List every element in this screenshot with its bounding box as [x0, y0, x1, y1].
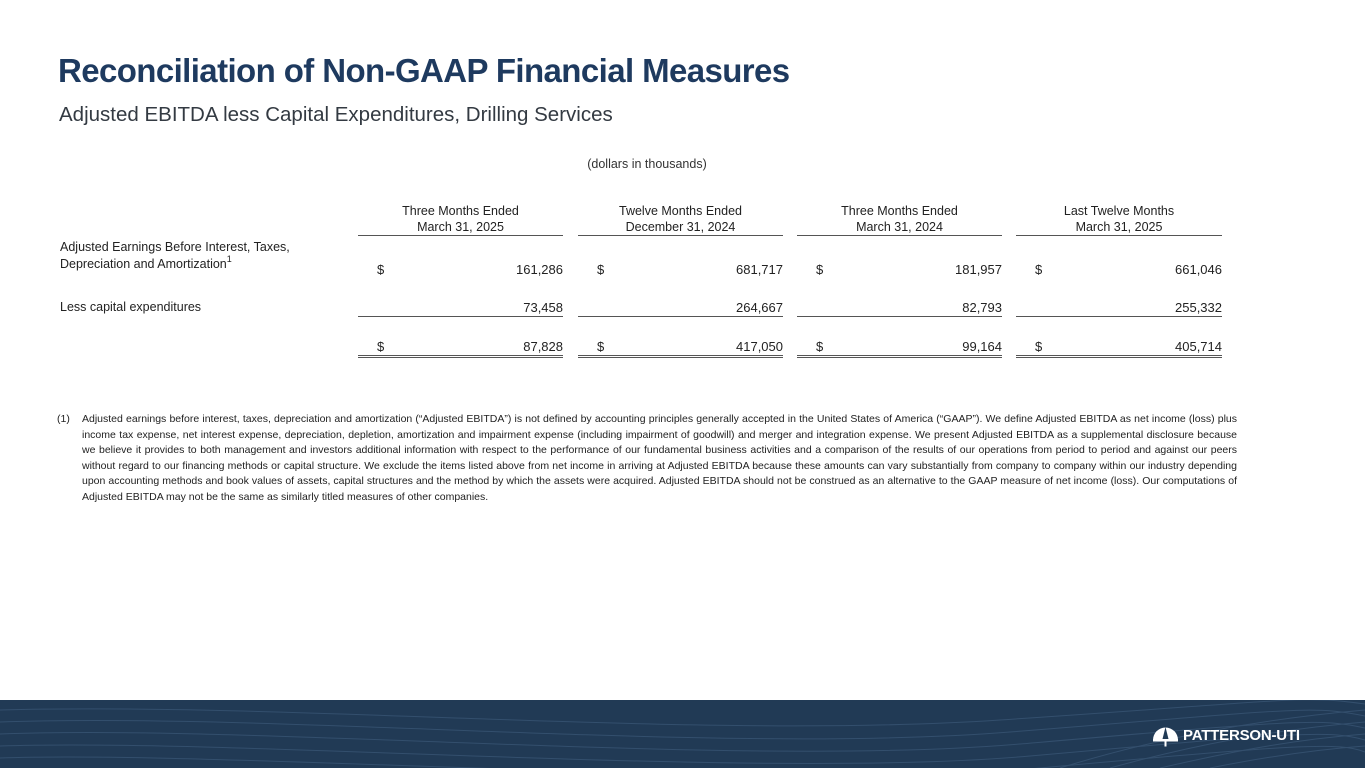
- table-cell: 255,332: [1016, 299, 1222, 317]
- table-cell: 73,458: [358, 299, 563, 317]
- table-cell: $ 681,717: [597, 262, 783, 277]
- table-cell: 264,667: [578, 299, 783, 317]
- page-title: Reconciliation of Non-GAAP Financial Measures: [58, 52, 790, 89]
- table-cell-total: $ 87,828: [358, 338, 563, 358]
- units-note: (dollars in thousands): [587, 157, 707, 171]
- row-label-capital-expenditures: Less capital expenditures: [60, 300, 202, 314]
- table-cell: $ 661,046: [1035, 262, 1222, 277]
- company-logo: [1152, 722, 1300, 748]
- column-header-q1-2024: Three Months Ended March 31, 2024: [797, 203, 1002, 236]
- footnote-text: Adjusted earnings before interest, taxes, depreciation and amortization (“Adjusted EBITDA”) is not defined by accounting principles generally accepted in the United States of America (“GAAP”). We define Adjusted EBITDA as net income (loss) plus income tax expense, net interest expense, depreciation, depletion, amortization and impairment expense (including impairment of goodwill) and merger and integration expense. We present Adjusted EBITDA as a supplemental disclosure because we believe it provides to both management and investors additional information with respect to the performance of our fundamental business activities and a comparison of the results of our operations from period to period and against our peers without regard to our financing methods or capital structure. We exclude the items listed above from net income in arriving at Adjusted EBITDA because these amounts can vary substantially from company to company within our industry depending upon accounting methods and book values of assets, capital structures and the method by which the assets were acquired. Adjusted EBITDA should not be construed as an alternative to the GAAP measure of net income (loss). Our computations of Adjusted EBITDA may not be the same as similarly titled measures of other companies.: [82, 413, 1237, 503]
- table-cell-total: $ 405,714: [1016, 338, 1222, 358]
- column-header-q1-2025: Three Months Ended March 31, 2025: [358, 203, 563, 236]
- column-header-fy-2024: Twelve Months Ended December 31, 2024: [578, 203, 783, 236]
- footnote: [57, 412, 1237, 506]
- table-cell: $ 161,286: [377, 262, 563, 277]
- table-cell-total: $ 417,050: [578, 338, 783, 358]
- row-label-adjusted-ebitda: Adjusted Earnings Before Interest, Taxes, Depreciation and Amortization$^1$: [60, 240, 290, 271]
- logo-text: PATTERSON-UTI: [1183, 726, 1300, 744]
- table-cell: $ 181,957: [816, 262, 1002, 277]
- page-subtitle: Adjusted EBITDA less Capital Expenditures, Drilling Services: [59, 103, 613, 126]
- patterson-uti-logo-icon: [1152, 722, 1179, 748]
- column-header-ltm-2025: Last Twelve Months March 31, 2025: [1016, 203, 1222, 236]
- table-cell: 82,793: [797, 299, 1002, 317]
- table-cell-total: $ 99,164: [797, 338, 1002, 358]
- footnote-number: (1): [57, 413, 70, 425]
